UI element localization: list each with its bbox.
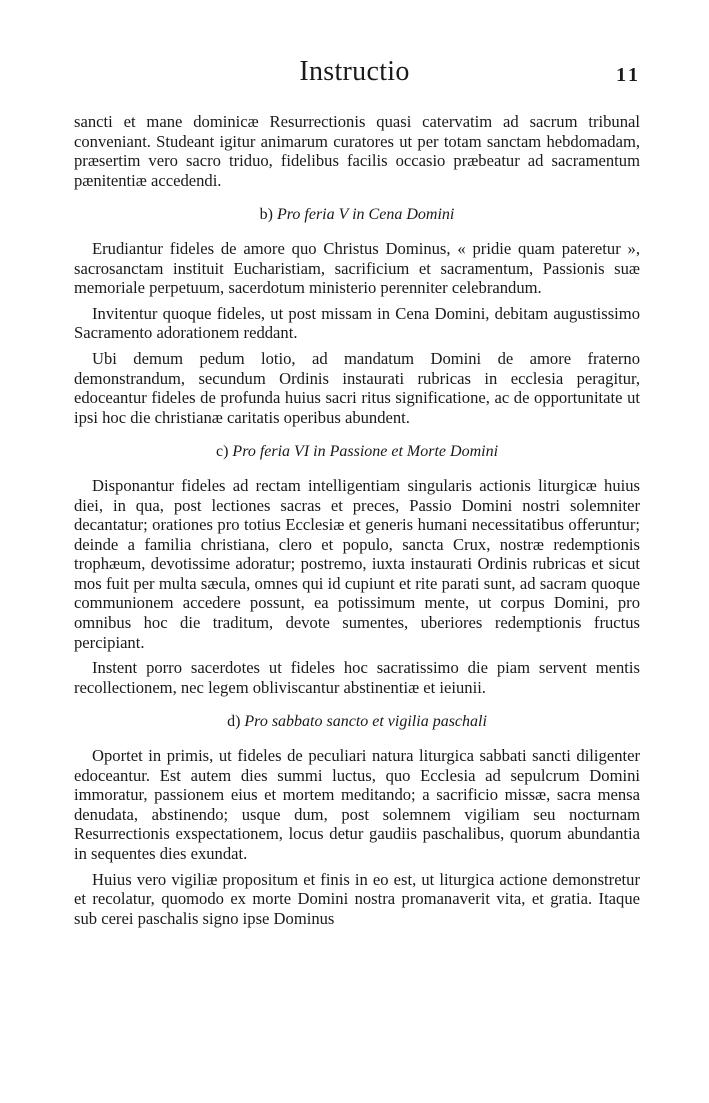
section-heading [74,205,640,225]
section-b [74,205,640,427]
paragraph: Instent porro sacerdotes ut fideles hoc sacratissimo die piam servent mentis recollectionem, nec legem obliviscantur abstinentiæ et ieiunii. [74,658,640,697]
body-text [74,112,640,934]
section-heading [74,442,640,462]
section-letter: c) [215,443,229,461]
paragraph: Huius vero vigiliæ propositum et finis in eo est, ut liturgica actione demonstretur et recolatur, quomodo ex morte Domini nostra promanaverit vita, et gratia. Itaque sub cerei paschalis signo ipse Dominus [74,869,640,928]
paragraph: Ubi demum pedum lotio, ad mandatum Domini de amore fraterno demonstrandum, secundum Ordinis instaurati rubricas in ecclesia peragitur, edoceantur fideles de profunda huius sacri ritus significatione, ac de opportunitate ut ipsi hoc die christianæ caritatis operibus abundent. [74,348,640,427]
section-title: Pro feria VI in Passione et Morte Domini [232,443,499,461]
page-header [0,56,709,96]
section-letter: d) [227,713,241,731]
page-number: 11 [616,64,641,86]
intro-paragraph: sancti et mane dominicæ Resurrectionis quasi catervatim ad sacrum tribunal conveniant. Studeant igitur animarum curatores ut per totam sanctam hebdomadam, præsertim vero sacro triduo, fidelibus facilis occasio præbeatur ad sacramentum pænitentiæ accedendi. [74,112,640,190]
paragraph: Oportet in primis, ut fideles de peculiari natura liturgica sabbati sancti diligenter edoceantur. Est autem dies summi luctus, quo Ecclesia ad sepulcrum Domini immoratur, passionem eius et mortem meditando; a sacrificio missæ, sacra mensa denudata, abstinendo; usque dum, post solemnem vigiliam seu nocturnam Resurrectionis exspectationem, locus detur gaudiis paschalibus, quorum abundantia in sequentes dies exundat. [74,746,640,863]
section-c [74,442,640,697]
section-title: Pro sabbato sancto et vigilia paschali [244,713,487,731]
section-title: Pro feria V in Cena Domini [277,206,455,224]
paragraph: Disponantur fideles ad rectam intelligentiam singularis actionis liturgicæ huius diei, in qua, post lectiones sacras et preces, Passio Domini nostri solemniter decantatur; orationes pro totius Ecclesiæ et generis humani necessitatibus offeruntur; deinde a familia christiana, clero et populo, sancta Crux, nostræ redemptionis trophæum, devotissime adoratur; postremo, iuxta instaurati Ordinis rubricas et sicut mos fuit per multa sæcula, omnes qui id cupiunt et rite parati sunt, ad sacram quoque communionem accedere possunt, ea potissimum mente, ut corpus Domini, pro omnibus hoc die traditum, devote sumentes, uberiores redemptionis fructus percipiant. [74,475,640,652]
section-d [74,712,640,928]
paragraph: Invitentur quoque fideles, ut post missam in Cena Domini, debitam augustissimo Sacramento adorationem reddant. [74,303,640,343]
running-title: Instructio [299,56,410,87]
paragraph: Erudiantur fideles de amore quo Christus Dominus, « pridie quam pateretur », sacrosanctam instituit Eucharistiam, sacrificium et sacramentum, Passionis suæ memoriale perpetuum, sacerdotum ministerio perenniter celebrandum. [74,238,640,298]
section-heading [74,712,640,732]
section-letter: b) [259,206,273,224]
